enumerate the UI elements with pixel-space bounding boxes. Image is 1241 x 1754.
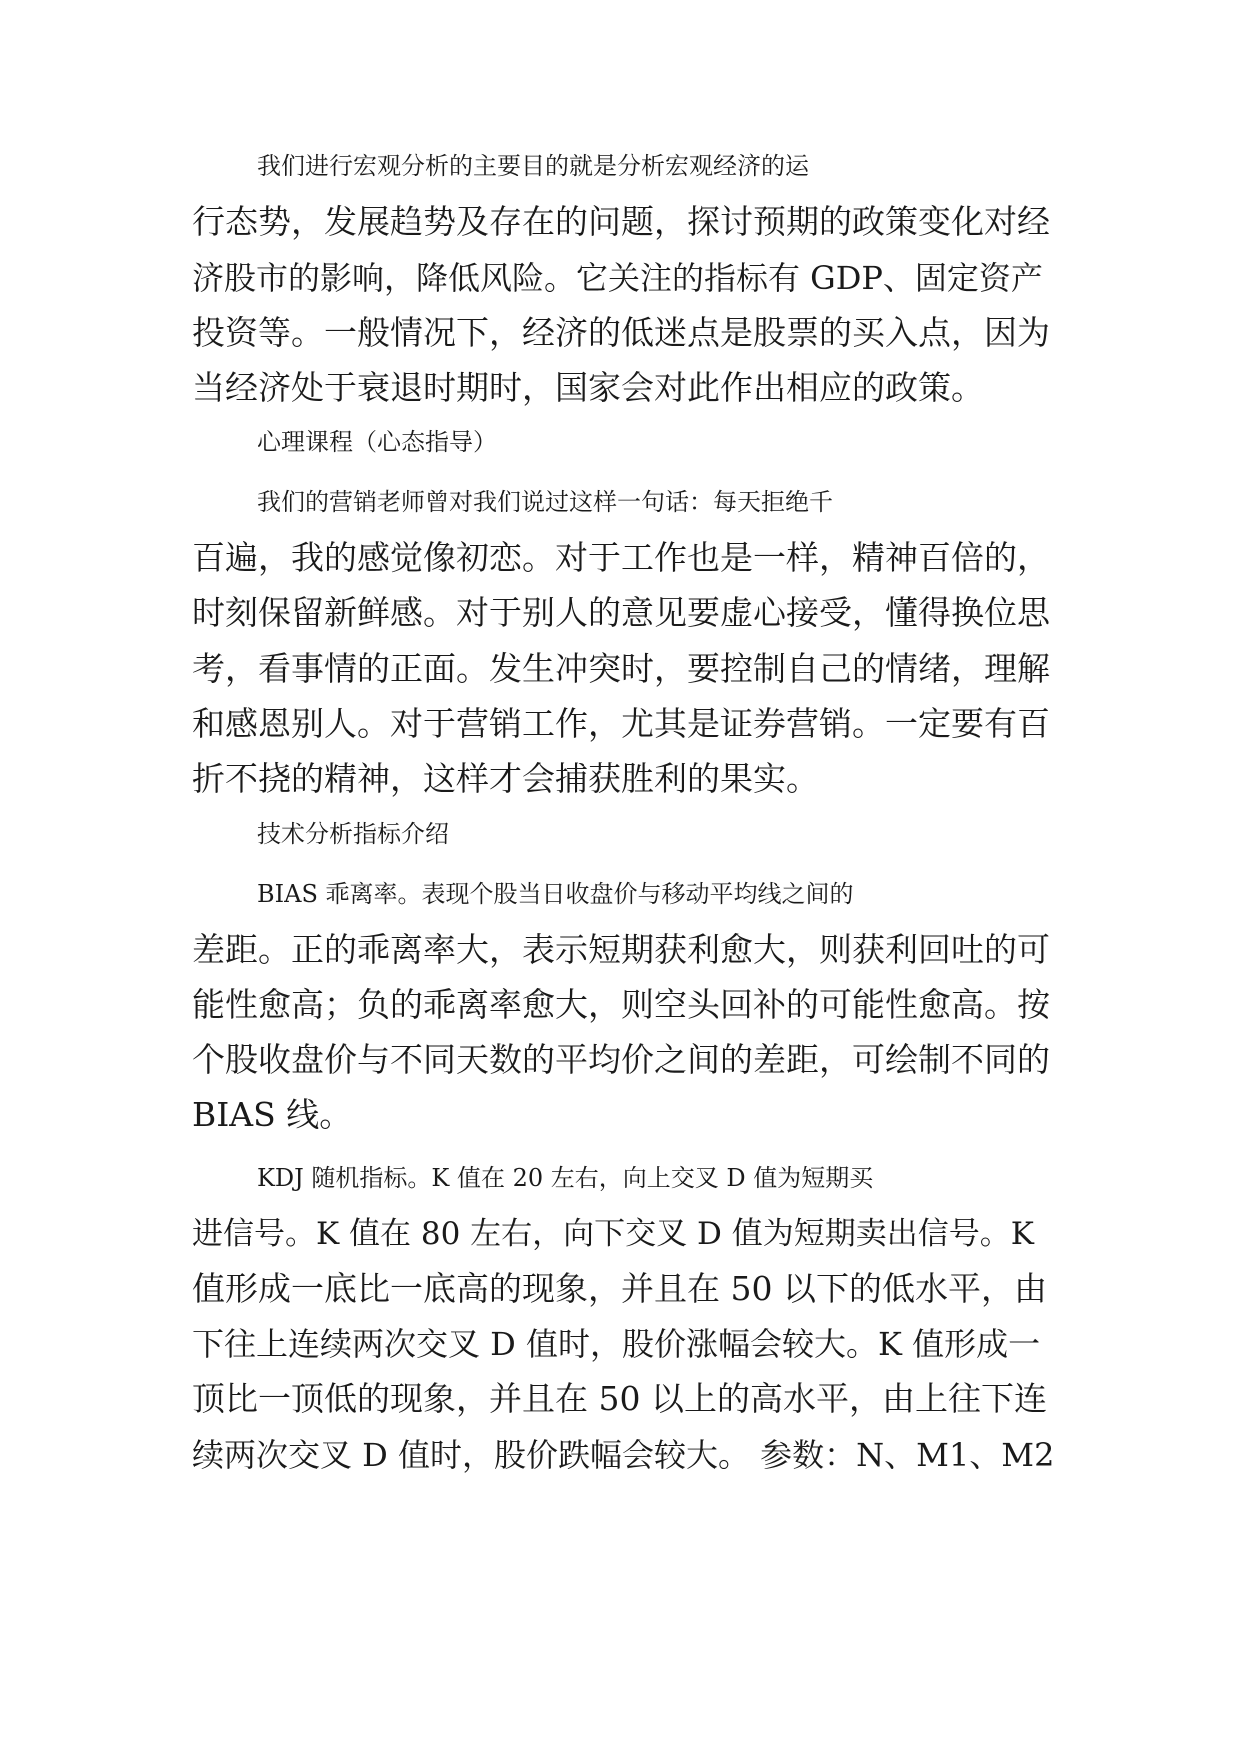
- section-heading: 技术分析指标介绍: [257, 820, 449, 848]
- section-heading: 心理课程（心态指导）: [257, 428, 497, 456]
- paragraph-line: 个股收盘价与不同天数的平均价之间的差距，可绘制不同的: [192, 1040, 1050, 1079]
- paragraph-line: 百遍，我的感觉像初恋。对于工作也是一样，精神百倍的，: [192, 538, 1050, 577]
- paragraph-line: 续两次交叉 D 值时，股价跌幅会较大。 参数：N、M1、M2: [192, 1436, 1055, 1474]
- paragraph-line: 时刻保留新鲜感。对于别人的意见要虚心接受，懂得换位思: [192, 593, 1050, 632]
- paragraph-line: 折不挠的精神，这样才会捕获胜利的果实。: [192, 759, 819, 798]
- paragraph-line: 当经济处于衰退时期时，国家会对此作出相应的政策。: [192, 368, 984, 407]
- paragraph-line: 我们进行宏观分析的主要目的就是分析宏观经济的运: [257, 152, 809, 180]
- paragraph-line: 投资等。一般情况下，经济的低迷点是股票的买入点，因为: [192, 313, 1050, 352]
- paragraph-line: 进信号。K 值在 80 左右，向下交叉 D 值为短期卖出信号。K: [192, 1216, 1034, 1252]
- paragraph-line: 值形成一底比一底高的现象，并且在 50 以下的低水平，由: [192, 1269, 1047, 1308]
- paragraph-line: 和感恩别人。对于营销工作，尤其是证券营销。一定要有百: [192, 704, 1050, 743]
- paragraph-line: 差距。正的乖离率大，表示短期获利愈大，则获利回吐的可: [192, 930, 1050, 969]
- paragraph-line: 下往上连续两次交叉 D 值时，股价涨幅会较大。K 值形成一: [192, 1325, 1041, 1363]
- paragraph-line: 顶比一顶低的现象，并且在 50 以上的高水平，由上往下连: [192, 1379, 1047, 1418]
- paragraph-line: 行态势，发展趋势及存在的问题，探讨预期的政策变化对经: [192, 202, 1050, 241]
- paragraph-line: 能性愈高；负的乖离率愈大，则空头回补的可能性愈高。按: [192, 985, 1050, 1024]
- paragraph-line: BIAS 线。: [192, 1095, 353, 1134]
- paragraph-line: BIAS 乖离率。表现个股当日收盘价与移动平均线之间的: [257, 880, 854, 908]
- paragraph-line: 我们的营销老师曾对我们说过这样一句话：每天拒绝千: [257, 488, 833, 516]
- paragraph-line: KDJ 随机指标。K 值在 20 左右，向上交叉 D 值为短期买: [257, 1164, 874, 1192]
- paragraph-line: 济股市的影响，降低风险。它关注的指标有 GDP、固定资产: [192, 259, 1043, 297]
- paragraph-line: 考，看事情的正面。发生冲突时，要控制自己的情绪，理解: [192, 649, 1050, 688]
